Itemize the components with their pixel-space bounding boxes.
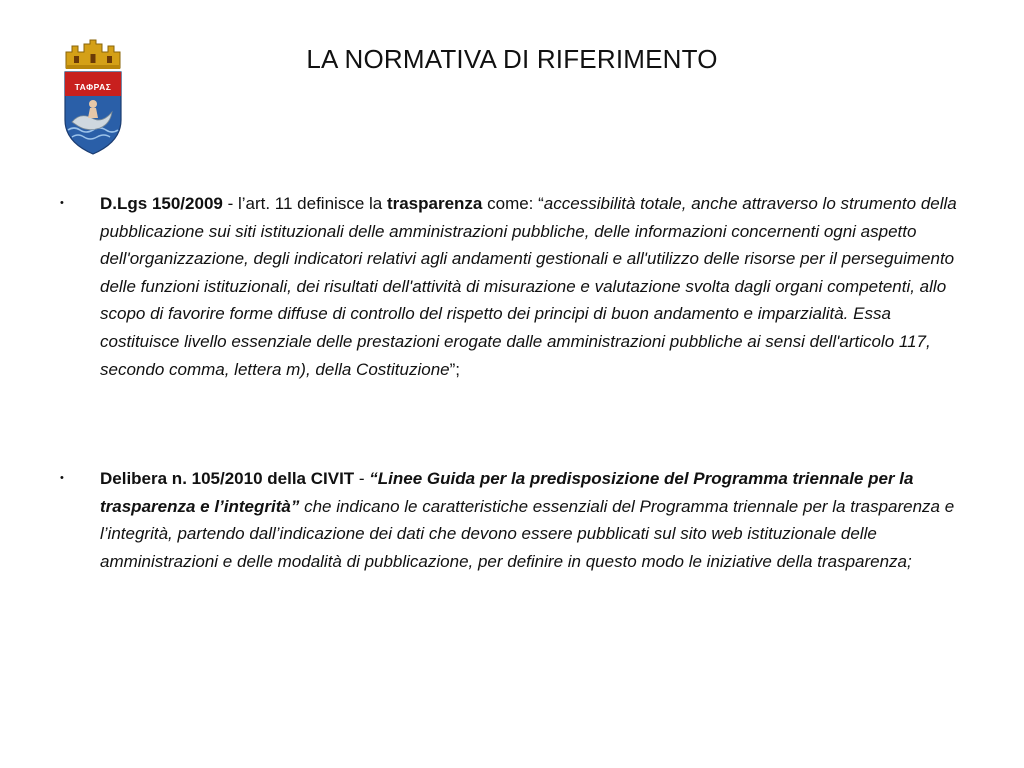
bullet-marker: • bbox=[60, 472, 64, 485]
text-segment: - l’art. 11 definisce la bbox=[222, 194, 387, 213]
page-title: LA NORMATIVA DI RIFERIMENTO bbox=[306, 44, 718, 74]
list-item bbox=[60, 465, 960, 575]
text-segment: come: “ bbox=[482, 194, 544, 213]
text-segment: - bbox=[354, 469, 370, 489]
keyword: trasparenza bbox=[386, 194, 483, 213]
crest-motto: ΤΑΦΡΑΣ bbox=[74, 82, 112, 92]
quoted-definition: accessibilità totale, anche attraverso lo strumento della pubblicazione sui siti istituzionali delle amministrazioni pubbliche, delle informazioni concernenti ogni aspetto dell'organizzazione, degli indicatori relativi agli andamenti gestionali e all'utilizzo delle risorse per il perseguimento delle funzioni istituzionali, dei risultati dell'attività di misurazione e valutazione svolta dagli organi competenti, allo scopo di favorire forme diffuse di controllo del rispetto dei principi di buon andamento e imparzialità. Essa costituisce livello essenziale delle prestazioni erogate dalle amministrazioni pubbliche ai sensi dell'articolo 117, secondo comma, lettera m), della Costituzione bbox=[100, 194, 957, 379]
law-reference: Delibera n. 105/2010 della CIVIT bbox=[100, 469, 355, 489]
guide-title: “Linee Guida per la predisposizione del Programma triennale per la trasparenza e l’integrità” bbox=[100, 469, 914, 516]
bullet-marker: • bbox=[60, 197, 64, 209]
bullet-list bbox=[60, 190, 960, 576]
list-item bbox=[60, 190, 960, 383]
description-text: che indicano le caratteristiche essenziali del Programma triennale per la trasparenza e l’integrità, partendo dall’indicazione dei dati che devono essere pubblicati sul sito web istituzionale delle amministrazioni e delle modalità di pubblicazione, per definire in questo modo le iniziative della trasparenza; bbox=[100, 496, 955, 571]
law-reference: D.Lgs 150/2009 bbox=[100, 194, 223, 213]
text-segment: ”; bbox=[449, 359, 460, 379]
